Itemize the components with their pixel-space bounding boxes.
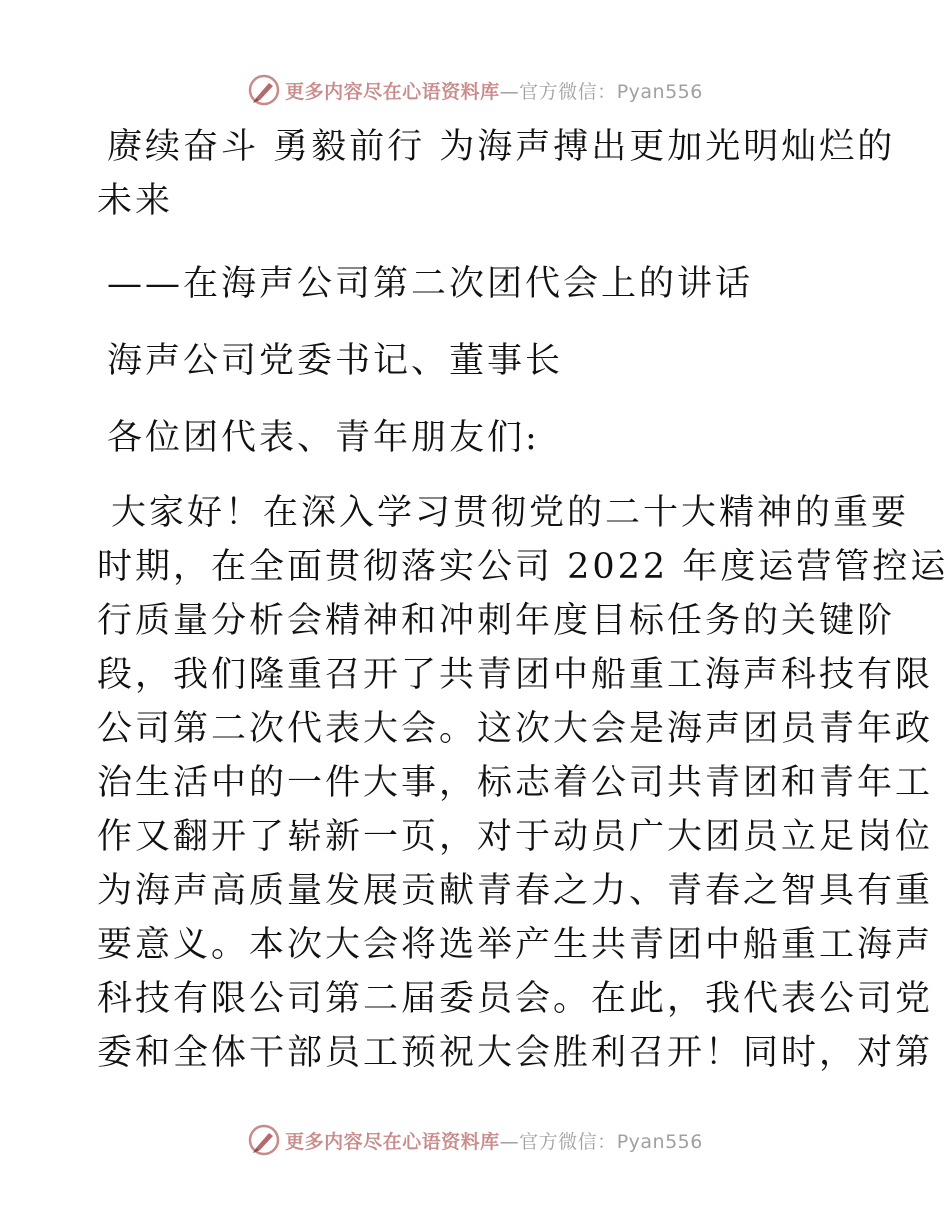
body-line: 行质量分析会精神和冲刺年度目标任务的关键阶 [97,601,896,641]
body-line: 作又翻开了崭新一页，对于动员广大团员立足岗位 [97,817,934,857]
body-line: 科技有限公司第二届委员会。在此，我代表公司党 [97,979,934,1019]
pen-logo-icon [247,1123,281,1157]
body-line: 治生活中的一件大事，标志着公司共青团和青年工 [97,763,934,803]
document-title-line-1: 赓续奋斗 勇毅前行 为海声搏出更加光明灿烂的 [107,127,896,167]
document-subtitle: ——在海声公司第二次团代会上的讲话 [107,264,754,304]
body-line: 时期，在全面贯彻落实公司 2022 年度运营管控运 [97,547,949,587]
body-line: 段，我们隆重召开了共青团中船重工海声科技有限 [97,655,934,695]
header-watermark [0,68,950,112]
greeting-line: 各位团代表、青年朋友们: [107,418,540,458]
pen-logo-icon [247,73,281,107]
body-line: 公司第二次代表大会。这次大会是海声团员青年政 [97,709,934,749]
watermark-text: 更多内容尽在心语资料库—官方微信：Pyan556 [285,80,703,103]
document-title-line-2: 未来 [97,181,174,221]
document-body [97,122,949,1080]
speaker-line: 海声公司党委书记、董事长 [107,341,564,381]
body-line: 为海声高质量发展贡献青春之力、青春之智具有重 [97,871,934,911]
body-line: 委和全体干部员工预祝大会胜利召开！同时，对第 [97,1033,934,1073]
body-line: 要意义。本次大会将选举产生共青团中船重工海声 [97,925,934,965]
watermark-text: 更多内容尽在心语资料库—官方微信：Pyan556 [285,1130,703,1153]
body-line: 大家好！在深入学习贯彻党的二十大精神的重要 [111,493,910,533]
body-paragraph [97,486,949,1080]
footer-watermark [0,1118,950,1162]
